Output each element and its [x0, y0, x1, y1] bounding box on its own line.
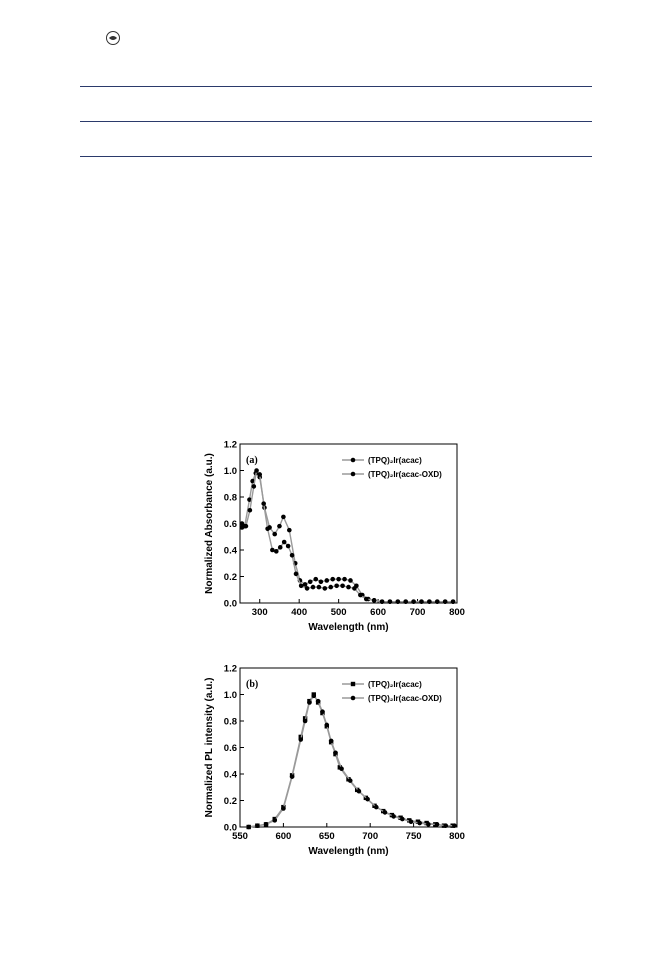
data-point	[328, 585, 333, 590]
x-tick-label: 600	[275, 831, 292, 842]
data-point	[348, 578, 353, 583]
data-point	[313, 577, 318, 582]
y-axis-label: Normalized PL intensity (a.u.)	[204, 677, 215, 818]
series-line	[249, 695, 453, 828]
legend-marker	[351, 696, 356, 701]
x-tick-label: 800	[449, 831, 465, 842]
data-point	[240, 525, 245, 530]
data-point	[261, 501, 266, 506]
data-point	[298, 737, 303, 742]
data-point	[342, 577, 347, 582]
data-point	[286, 544, 291, 549]
x-tick-label: 300	[251, 607, 268, 618]
data-point	[305, 586, 310, 591]
data-point	[290, 553, 295, 558]
data-point	[264, 822, 269, 827]
panel-label: (a)	[246, 455, 258, 466]
legend-label: (TPQ)₂Ir(acac)	[368, 456, 422, 465]
data-point	[365, 797, 370, 802]
x-axis-label: Wavelength (nm)	[308, 846, 389, 857]
data-point	[417, 821, 422, 826]
data-point	[311, 694, 316, 699]
data-point	[400, 817, 405, 822]
header-rule-top	[80, 86, 592, 87]
y-tick-label: 0.8	[223, 716, 237, 728]
data-point	[299, 583, 304, 588]
x-tick-label: 400	[291, 607, 308, 618]
y-tick-label: 0.4	[223, 545, 237, 557]
series-line	[249, 696, 455, 827]
data-point	[411, 599, 416, 604]
data-point	[358, 593, 363, 598]
data-point	[383, 810, 388, 815]
data-point	[339, 766, 344, 771]
data-point	[246, 825, 251, 830]
plot-frame	[240, 668, 457, 827]
y-tick-label: 0.6	[223, 743, 237, 754]
data-point	[391, 814, 396, 819]
y-tick-label: 1.0	[223, 466, 237, 477]
y-tick-label: 0.8	[223, 492, 237, 504]
plot-frame	[240, 444, 457, 603]
data-point	[334, 583, 339, 588]
data-point	[374, 805, 379, 810]
x-tick-label: 750	[405, 831, 422, 842]
data-point	[336, 577, 341, 582]
data-point	[364, 597, 369, 602]
data-point	[451, 599, 456, 604]
data-point	[329, 739, 334, 744]
data-point	[396, 599, 401, 604]
header-rule-bottom	[80, 156, 592, 157]
y-tick-label: 0.4	[223, 769, 237, 781]
data-point	[333, 751, 338, 756]
data-point	[311, 585, 316, 590]
data-point	[290, 774, 295, 779]
x-tick-label: 600	[370, 607, 387, 618]
absorbance-chart	[200, 436, 472, 648]
data-point	[307, 700, 312, 705]
data-point	[325, 578, 330, 583]
data-point	[427, 599, 432, 604]
data-point	[255, 823, 260, 828]
data-point	[340, 583, 345, 588]
x-tick-label: 700	[409, 607, 426, 618]
data-point	[294, 572, 299, 577]
panel-label: (b)	[246, 679, 259, 690]
y-tick-label: 0.2	[223, 796, 237, 807]
legend-marker	[351, 472, 356, 477]
data-point	[316, 699, 321, 704]
data-point	[409, 819, 414, 824]
data-point	[443, 599, 448, 604]
legend-label: (TPQ)₂Ir(acac-OXD)	[368, 470, 442, 479]
data-point	[270, 548, 275, 553]
data-point	[281, 806, 286, 811]
data-point	[403, 599, 408, 604]
data-point	[248, 508, 253, 513]
data-point	[419, 599, 424, 604]
data-point	[254, 468, 259, 473]
x-tick-label: 700	[362, 831, 379, 842]
data-point	[388, 599, 393, 604]
x-tick-label: 650	[318, 831, 335, 842]
data-point	[352, 586, 357, 591]
publisher-logo-icon	[105, 30, 121, 46]
data-point	[325, 723, 330, 728]
data-point	[278, 545, 283, 550]
y-tick-label: 0.0	[223, 822, 237, 834]
data-point	[303, 719, 308, 724]
y-tick-label: 1.2	[223, 663, 237, 675]
data-point	[346, 585, 351, 590]
data-point	[330, 577, 335, 582]
x-tick-label: 550	[232, 831, 248, 842]
data-point	[372, 598, 377, 603]
data-point	[320, 709, 325, 714]
data-point	[348, 778, 353, 783]
y-axis-label: Normalized Absorbance (a.u.)	[204, 453, 215, 594]
data-point	[357, 789, 362, 794]
data-point	[380, 599, 385, 604]
data-point	[257, 472, 262, 477]
data-point	[426, 822, 431, 827]
data-point	[323, 586, 328, 591]
x-tick-label: 500	[330, 607, 347, 618]
data-point	[443, 823, 448, 828]
y-tick-label: 0.2	[223, 572, 237, 583]
y-tick-label: 1.2	[223, 439, 237, 451]
x-axis-label: Wavelength (nm)	[308, 622, 389, 633]
data-point	[281, 515, 286, 520]
data-point	[435, 599, 440, 604]
data-point	[317, 585, 322, 590]
legend-marker	[351, 682, 355, 686]
legend-marker	[351, 458, 356, 463]
data-point	[252, 484, 257, 489]
data-point	[272, 532, 277, 537]
data-point	[319, 580, 324, 585]
y-tick-label: 1.0	[223, 690, 237, 701]
data-point	[244, 524, 249, 529]
y-tick-label: 0.0	[223, 598, 237, 610]
legend-label: (TPQ)₂Ir(acac)	[368, 680, 422, 689]
data-point	[272, 818, 277, 823]
data-point	[308, 580, 313, 585]
series-line	[242, 473, 453, 602]
data-point	[452, 823, 457, 828]
data-point	[435, 822, 440, 827]
header-rule-middle	[80, 121, 592, 122]
data-point	[287, 528, 292, 533]
legend-label: (TPQ)₂Ir(acac-OXD)	[368, 694, 442, 703]
data-point	[277, 524, 282, 529]
y-tick-label: 0.6	[223, 519, 237, 530]
x-tick-label: 800	[449, 607, 465, 618]
data-point	[282, 540, 287, 545]
data-point	[265, 527, 270, 532]
data-point	[274, 549, 279, 554]
pl-intensity-chart	[200, 660, 472, 872]
